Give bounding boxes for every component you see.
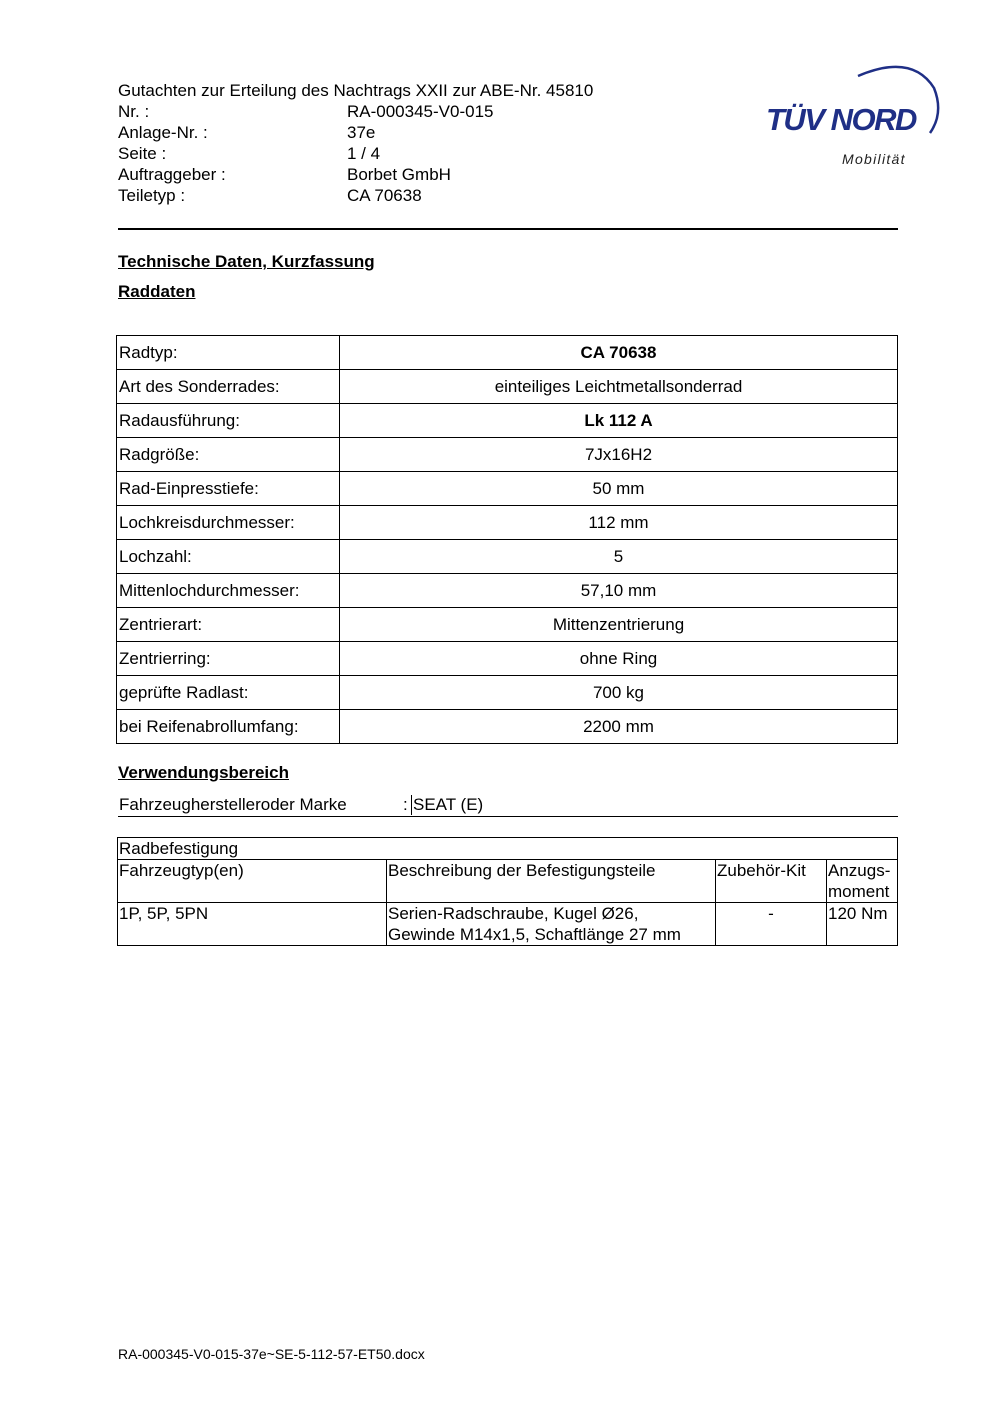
header-row-anlage — [118, 122, 593, 143]
table-row — [117, 472, 898, 506]
document-title: Gutachten zur Erteilung des Nachtrags XXII zur ABE-Nr. 45810 — [118, 81, 594, 100]
table-row — [117, 676, 898, 710]
tuev-nord-logo — [762, 58, 942, 173]
raddaten-label: bei Reifenabrollumfang: — [117, 710, 340, 744]
raddaten-label: Zentrierart: — [117, 608, 340, 642]
raddaten-value: 50 mm — [340, 472, 898, 506]
header-divider — [118, 228, 898, 230]
header-value: RA-000345-V0-015 — [347, 102, 494, 121]
header-value: CA 70638 — [347, 186, 422, 205]
radbefestigung-title: Radbefestigung — [118, 838, 898, 860]
raddaten-value: 2200 mm — [340, 710, 898, 744]
raddaten-value: einteiliges Leichtmetallsonderrad — [340, 370, 898, 404]
raddaten-value: 7Jx16H2 — [340, 438, 898, 472]
raddaten-label: Radgröße: — [117, 438, 340, 472]
header-label: Nr. : — [118, 102, 150, 121]
header-row-nr — [118, 101, 593, 122]
table-row — [117, 608, 898, 642]
table-row — [117, 404, 898, 438]
radbefestigung-table — [117, 837, 898, 946]
header-value: 37e — [347, 123, 376, 142]
cell-line: Serien-Radschraube, Kugel Ø26, — [388, 904, 639, 923]
raddaten-label: Mittenlochdurchmesser: — [117, 574, 340, 608]
raddaten-label: Lochkreisdurchmesser: — [117, 506, 340, 540]
raddaten-value: Lk 112 A — [340, 404, 898, 438]
section-title-verwendungsbereich: Verwendungsbereich — [118, 763, 289, 782]
raddaten-label: Zentrierring: — [117, 642, 340, 676]
raddaten-value: 700 kg — [340, 676, 898, 710]
table-row — [117, 370, 898, 404]
table-row — [117, 710, 898, 744]
raddaten-value: CA 70638 — [340, 336, 898, 370]
column-header-anzugsmoment — [827, 860, 898, 903]
table-row — [118, 903, 898, 946]
section-title-raddaten: Raddaten — [118, 282, 196, 301]
raddaten-label: Lochzahl: — [117, 540, 340, 574]
table-row — [117, 336, 898, 370]
raddaten-value: ohne Ring — [340, 642, 898, 676]
header-row-seite — [118, 143, 593, 164]
column-header-zubehoer-kit: Zubehör-Kit — [716, 860, 827, 903]
table-header-row — [118, 860, 898, 903]
header-label: Anlage-Nr. : — [118, 123, 208, 142]
header-value: Borbet GmbH — [347, 165, 451, 184]
section-title-technische-daten: Technische Daten, Kurzfassung — [118, 252, 375, 271]
fahrzeughersteller-colon: : — [403, 795, 408, 814]
raddaten-value: 5 — [340, 540, 898, 574]
header-line: moment — [828, 882, 890, 901]
fahrzeughersteller-label: Fahrzeugherstelleroder Marke — [119, 795, 347, 814]
table-row — [118, 838, 898, 860]
column-header-fahrzeugtyp: Fahrzeugtyp(en) — [118, 860, 387, 903]
cell-anzugsmoment: 120 Nm — [827, 903, 898, 946]
table-row — [117, 506, 898, 540]
raddaten-table — [116, 335, 898, 744]
header-row-auftraggeber — [118, 164, 593, 185]
table-row — [117, 642, 898, 676]
header-line: Anzugs- — [828, 861, 891, 880]
raddaten-label: Radtyp: — [117, 336, 340, 370]
document-header — [118, 80, 593, 206]
cell-fahrzeugtyp: 1P, 5P, 5PN — [118, 903, 387, 946]
cell-zubehoer-kit: - — [716, 903, 827, 946]
raddaten-label: geprüfte Radlast: — [117, 676, 340, 710]
cell-line: Gewinde M14x1,5, Schaftlänge 27 mm — [388, 925, 681, 944]
header-label: Auftraggeber : — [118, 165, 226, 184]
raddaten-value: 57,10 mm — [340, 574, 898, 608]
header-label: Teiletyp : — [118, 186, 186, 205]
fahrzeughersteller-line — [118, 794, 898, 817]
table-row — [117, 438, 898, 472]
raddaten-value: Mittenzentrierung — [340, 608, 898, 642]
header-value: 1 / 4 — [347, 144, 381, 163]
header-row-teiletyp — [118, 185, 593, 206]
logo-wordmark: TÜV NORD — [766, 102, 916, 137]
logo-subtitle: Mobilität — [842, 151, 906, 167]
header-label: Seite : — [118, 144, 167, 163]
table-row — [117, 540, 898, 574]
fahrzeughersteller-value: SEAT (E) — [413, 795, 484, 814]
raddaten-label: Radausführung: — [117, 404, 340, 438]
column-header-beschreibung: Beschreibung der Befestigungsteile — [387, 860, 716, 903]
raddaten-value: 112 mm — [340, 506, 898, 540]
table-row — [117, 574, 898, 608]
raddaten-label: Art des Sonderrades: — [117, 370, 340, 404]
footer-filename: RA-000345-V0-015-37e~SE-5-112-57-ET50.docx — [118, 1346, 425, 1362]
raddaten-label: Rad-Einpresstiefe: — [117, 472, 340, 506]
cell-beschreibung — [387, 903, 716, 946]
